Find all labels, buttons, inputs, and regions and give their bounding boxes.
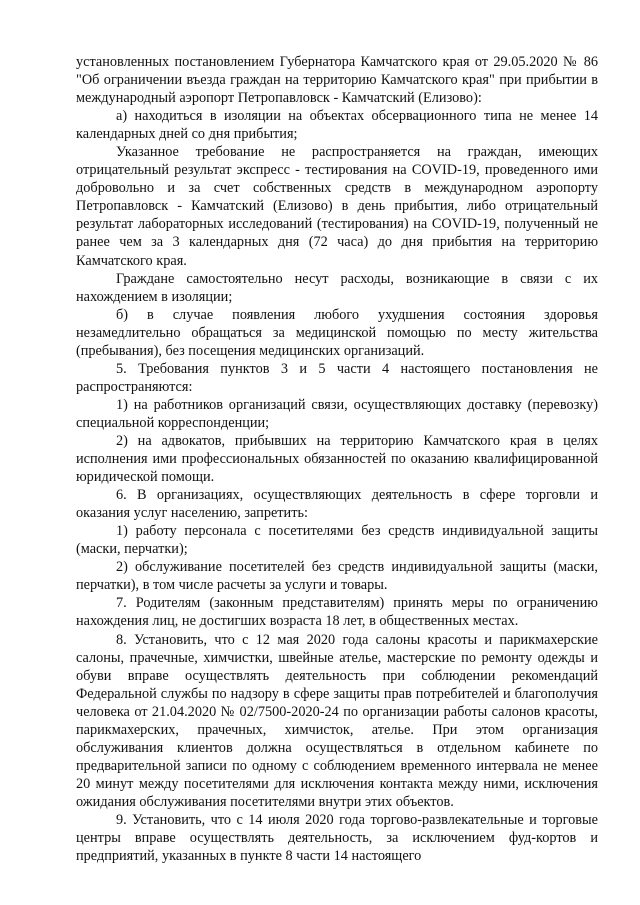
paragraph-item-b: б) в случае появления любого ухудшения состояния здоровья незамедлительно обращаться за медицинской помощью по месту жительства (пребывания), без посещения медицинских организаций. — [76, 306, 598, 359]
paragraph-section-8: 8. Установить, что с 12 мая 2020 года салоны красоты и парикмахерские салоны, прачечные, химчистки, швейные ателье, мастерские по ремонту одежды и обуви вправе осуществлять деятельность при соблюдении рекомендаций Федеральной службы по надзору в сфере защиты прав потребителей и благополучия человека от 21.04.2020 № 02/7500-2020-24 по организации работы салонов красоты, парикмахерских, прачечных, химчисток, ателье. При этом организация обслуживания клиентов должна осуществляться в отдельном кабинете по предварительной записи по одному с соблюдением временного интервала не менее 20 минут между посетителями для исключения контакта между ними, исключения ожидания обслуживания посетителями внутри этих объектов. — [76, 631, 598, 810]
paragraph-section-6: 6. В организациях, осуществляющих деятельность в сфере торговли и оказания услуг населению, запретить: — [76, 487, 598, 522]
paragraph-section-9: 9. Установить, что с 14 июля 2020 года торгово-развлекательные и торговые центры вправе осуществлять деятельность, за исключением фуд-кортов и предприятий, указанных в пункте 8 части 14 настоящего — [76, 811, 598, 865]
paragraph-expenses: Граждане самостоятельно несут расходы, возникающие в связи с их нахождением в изоляции; — [76, 270, 598, 305]
document-body — [76, 53, 598, 865]
paragraph-continuation: установленных постановлением Губернатора Камчатского края от 29.05.2020 № 86 "Об ограничении въезда граждан на территорию Камчатского края" при прибытии в международный аэропорт Петропавловск - Камчатский (Елизово): — [76, 54, 598, 107]
paragraph-section-5-item-2: 2) на адвокатов, прибывших на территорию Камчатского края в целях исполнения ими профессиональных обязанностей по оказанию квалифицированной юридической помощи. — [76, 432, 598, 486]
paragraph-section-6-item-1: 1) работу персонала с посетителями без средств индивидуальной защиты (маски, перчатки); — [76, 523, 598, 558]
paragraph-section-5: 5. Требования пунктов 3 и 5 части 4 настоящего постановления не распространяются: — [76, 360, 598, 395]
paragraph-section-6-item-2: 2) обслуживание посетителей без средств индивидуальной защиты (маски, перчатки), в том числе расчеты за услуги и товары. — [76, 559, 598, 594]
paragraph-item-a: а) находиться в изоляции на объектах обсервационного типа не менее 14 календарных дней со дня прибытия; — [76, 108, 598, 143]
paragraph-section-7: 7. Родителям (законным представителям) принять меры по ограничению нахождения лиц, не достигших возраста 18 лет, в общественных местах. — [76, 595, 598, 630]
paragraph-section-5-item-1: 1) на работников организаций связи, осуществляющих доставку (перевозку) специальной корреспонденции; — [76, 396, 598, 431]
paragraph-exception: Указанное требование не распространяется на граждан, имеющих отрицательный результат экспресс - тестирования на COVID-19, проведенного ими добровольно и за счет собственных средств в международном аэропорту Петропавловск - Камчатский (Елизово) в день прибытия, либо отрицательный результат лабораторных исследований (тестирования) на COVID-19, полученный не ранее чем за 3 календарных дня (72 часа) до дня прибытия на территорию Камчатского края. — [76, 144, 598, 269]
